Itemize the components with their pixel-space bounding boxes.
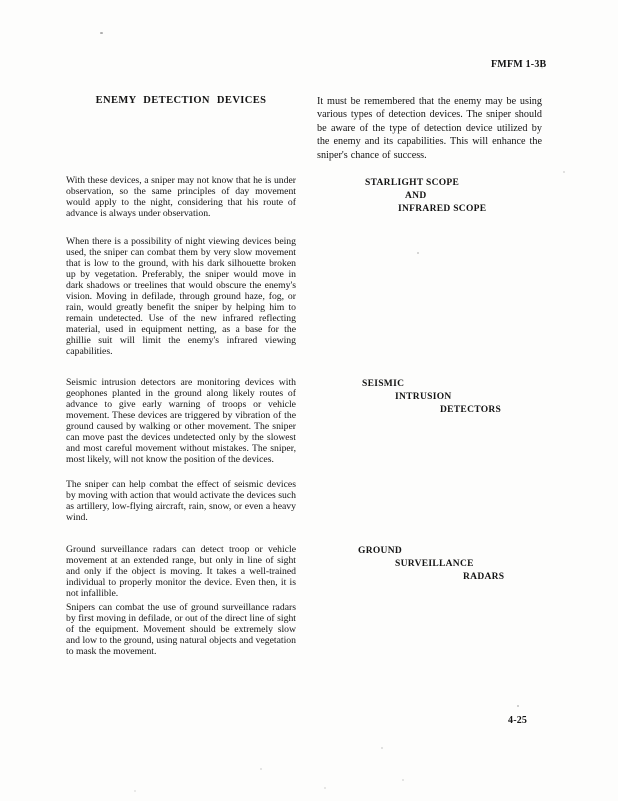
page-title: ENEMY DETECTION DEVICES bbox=[95, 95, 267, 106]
section-heading-starlight-infrared-scope bbox=[365, 177, 486, 216]
intro-paragraph: It must be remembered that the enemy may be using various types of detection devices. The sniper should be aware of the type of detection device utilized by the enemy and its capabilities. This will enhance the sniper's chance of success. bbox=[317, 96, 542, 161]
scan-speck bbox=[417, 252, 419, 254]
scan-speck bbox=[324, 787, 326, 789]
heading-line: RADARS bbox=[463, 572, 505, 582]
heading-line: DETECTORS bbox=[440, 405, 502, 415]
page-number: 4-25 bbox=[508, 715, 528, 726]
scan-speck bbox=[541, 66, 543, 69]
section-heading-seismic-intrusion-detectors bbox=[362, 378, 501, 417]
section-heading-ground-surveillance-radars bbox=[358, 545, 504, 584]
document-code: FMFM 1-3B bbox=[491, 59, 547, 70]
scan-speck bbox=[134, 790, 136, 792]
heading-line: SURVEILLANCE bbox=[395, 559, 474, 569]
paragraph-seismic-detectors: Seismic intrusion detectors are monitoring devices with geophones planted in the ground along likely routes of advance to give early warning of troops or vehicle movement. These devices are triggered by vibration of the ground caused by walking or other movement. The sniper can move past the devices undetected only by the slowest and most careful movement without mistakes. The sniper, most likely, will not know the position of the devices. bbox=[66, 377, 296, 465]
scan-speck bbox=[517, 705, 519, 707]
paragraph-combat-night-viewing: When there is a possibility of night viewing devices being used, the sniper can combat them by very slow movement that is low to the ground, with his dark silhouette broken up by vegetation. Preferably, the sniper would move in dark shadows or treelines that would obscure the enemy's vision. Moving in defilade, through ground haze, fog, or rain, would greatly benefit the sniper by helping him to remain undetected. Use of the new infrared reflecting material, used in equipment netting, as a base for the ghillie suit will limit the enemy's infrared viewing capabilities. bbox=[66, 236, 296, 357]
scan-speck bbox=[402, 779, 404, 781]
heading-line: SEISMIC bbox=[362, 379, 405, 389]
heading-line: STARLIGHT SCOPE bbox=[365, 178, 460, 188]
paragraph-combat-ground-radars: Snipers can combat the use of ground surveillance radars by first moving in defilade, or out of the direct line of sight of the equipment. Movement should be extremely slow and low to the ground, using natural objects and vegetation to mask the movement. bbox=[66, 602, 296, 657]
paragraph-combat-seismic-devices: The sniper can help combat the effect of seismic devices by moving with action that would activate the devices such as artillery, low-flying aircraft, rain, snow, or even a heavy wind. bbox=[66, 479, 296, 523]
paragraph-night-devices-principles: With these devices, a sniper may not know that he is under observation, so the same principles of day movement would apply to the night, considering that his route of advance is always under observation. bbox=[66, 175, 296, 219]
heading-line: INFRARED SCOPE bbox=[398, 204, 487, 214]
heading-line: INTRUSION bbox=[395, 392, 452, 402]
scan-speck bbox=[100, 32, 103, 34]
heading-line: GROUND bbox=[358, 546, 403, 556]
paragraph-ground-radars: Ground surveillance radars can detect troop or vehicle movement at an extended range, but only in line of sight and only if the object is moving. It takes a well-trained individual to properly monitor the device. Even then, it is not infallible. bbox=[66, 544, 296, 599]
scan-speck bbox=[563, 171, 565, 173]
scan-speck bbox=[381, 747, 383, 749]
heading-line: AND bbox=[405, 191, 427, 201]
scan-speck bbox=[260, 768, 262, 770]
